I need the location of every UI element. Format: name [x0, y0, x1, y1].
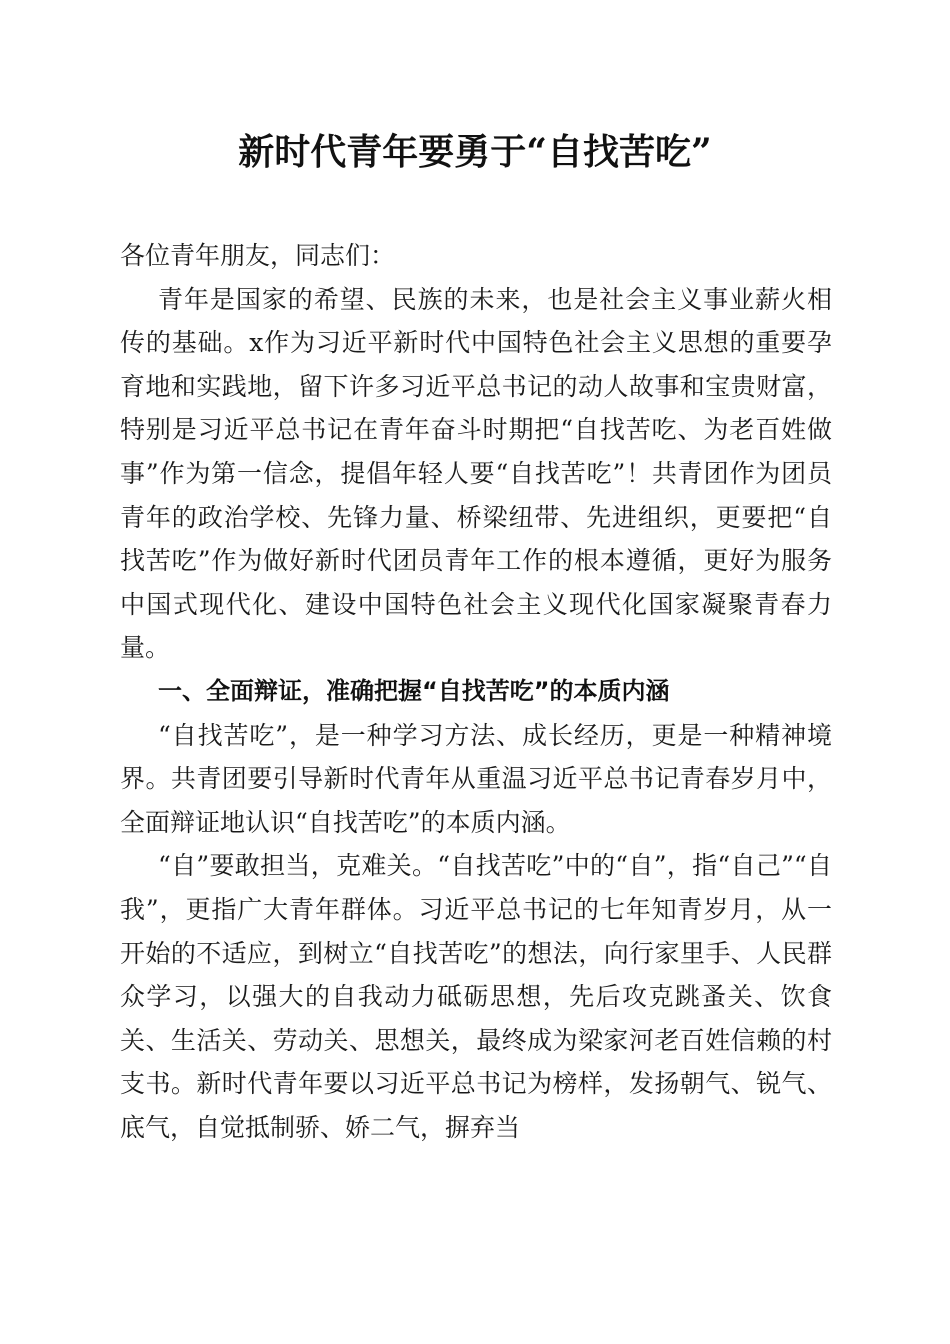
salutation: 各位青年朋友，同志们：	[120, 241, 396, 270]
section-heading: 一、全面辩证，准确把握“自找苦吃”的本质内涵	[158, 676, 670, 705]
intro-paragraph: 青年是国家的希望、民族的未来，也是社会主义事业薪火相传的基础。x作为习近平新时代中国特色社会主义思想的重要孕育地和实践地，留下许多习近平总书记的动人故事和宝贵财富，特别是习近平总书记在青年奋斗时期把“自找苦吃、为老百姓做事”作为第一信念，提倡年轻人要“自找苦吃”！共青团作为团员青年的政治学校、先锋力量、桥梁纽带、先进组织，更要把“自找苦吃”作为做好新时代团员青年工作的根本遵循，更好为服务中国式现代化、建设中国特色社会主义现代化国家凝聚青春力量。	[120, 284, 832, 663]
document-body	[120, 234, 832, 1149]
section-paragraph: “自找苦吃”，是一种学习方法、成长经历，更是一种精神境界。共青团要引导新时代青年从重温习近平总书记青春岁月中，全面辩证地认识“自找苦吃”的本质内涵。	[120, 720, 832, 837]
document-title: 新时代青年要勇于“自找苦吃”	[238, 131, 712, 173]
section-paragraph: “自”要敢担当，克难关。“自找苦吃”中的“自”，指“自己”“自我”，更指广大青年群体。习近平总书记的七年知青岁月，从一开始的不适应，到树立“自找苦吃”的想法，向行家里手、人民群众学习，以强大的自我动力砥砺思想，先后攻克跳蚤关、饮食关、生活关、劳动关、思想关，最终成为梁家河老百姓信赖的村支书。新时代青年要以习近平总书记为榜样，发扬朝气、锐气、底气，自觉抵制骄、娇二气，摒弃当	[120, 851, 832, 1142]
